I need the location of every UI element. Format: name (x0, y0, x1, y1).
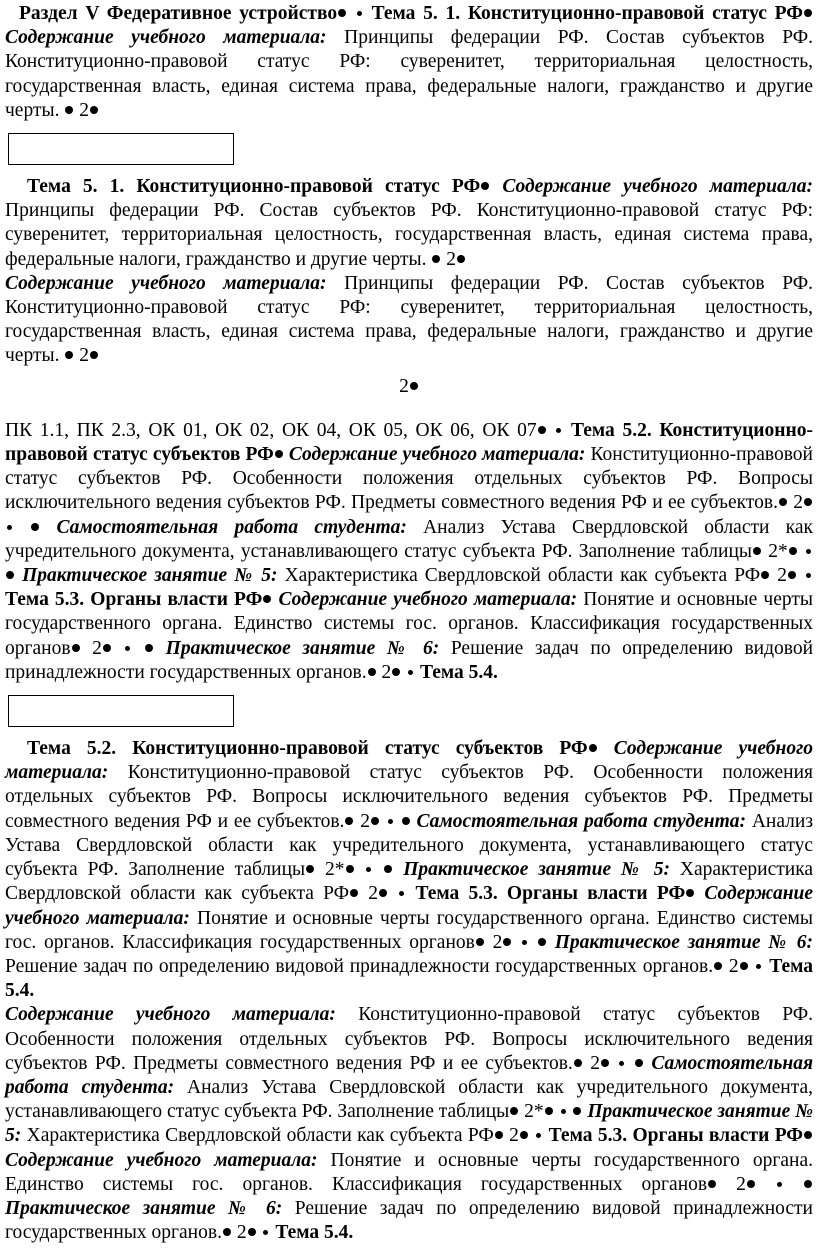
topic-heading: Тема 5. 1. Конституционно-правовой статус РФ (27, 176, 481, 198)
self-study-label: Самостоятельная работа студента: (416, 810, 747, 832)
bullet-dot (275, 450, 283, 458)
bullet-dot (72, 644, 80, 652)
content-text: Понятие и основные черты государственного органа. Единство системы гос. органов. Классификация государственных органов (5, 907, 813, 953)
bullet-dot (476, 938, 484, 946)
practice-label: Практическое занятие № 5: (22, 565, 278, 587)
bullet-dot (7, 525, 12, 530)
competency-codes: ПК 1.1, ПК 2.3, ОК 01, ОК 02, ОК 04, ОК 05, ОК 06, ОК 07 (5, 419, 537, 441)
bullet-dot (402, 817, 410, 825)
section-paragraph-1 (5, 2, 813, 123)
bullet-dot (90, 351, 98, 359)
hours-value: 2 (582, 1052, 600, 1074)
topic-heading: Тема 5.4. (419, 661, 498, 683)
bullet-dot (388, 819, 393, 824)
bullet-dot (756, 964, 761, 969)
bullet-dot (90, 106, 98, 114)
hours-value: 2 (74, 99, 89, 121)
content-text: Конституционно-правовой статус субъектов РФ. Особенности положения отдельных субъектов РФ. Вопросы исключительного ведения субъектов РФ. Предметы совместного ведения РФ и ее субъектов. (5, 762, 813, 832)
bullet-dot (6, 571, 14, 579)
bullet-dot (346, 865, 354, 873)
bullet-dot (573, 1107, 581, 1115)
hours-value: 2 (231, 1222, 247, 1244)
hours-value: 2 (503, 1125, 519, 1147)
bullet-dot (740, 962, 748, 970)
topic-heading: Тема 5.2. Конституционно-правовой статус субъектов РФ (27, 738, 588, 760)
content-text: Конституционно-правовой статус субъектов РФ. Особенности положения отдельных субъектов РФ. Вопросы исключительного ведения субъектов РФ. Предметы совместного ведения РФ и ее субъектов. (5, 444, 813, 514)
bullet-dot (545, 1107, 553, 1115)
bullet-dot (522, 940, 527, 945)
bullet-dot (248, 1228, 256, 1236)
bullet-dot (806, 573, 811, 578)
self-study-label: Самостоятельная работа студента: (56, 516, 407, 538)
bullet-dot (503, 938, 511, 946)
hours-value: 2 (359, 883, 378, 905)
content-label: Содержание учебного материала: (5, 1004, 336, 1026)
bullet-dot (635, 1059, 643, 1067)
empty-box (8, 133, 234, 165)
hours-value: 2 (74, 345, 89, 367)
bullet-dot (65, 351, 73, 359)
bullet-dot (747, 1180, 755, 1188)
practice-text: Характеристика Свердловской области как субъекта РФ (21, 1125, 494, 1147)
bullet-dot (306, 865, 314, 873)
hours-value: 2 (80, 637, 102, 659)
bullet-dot (777, 1182, 782, 1187)
topic-heading: Тема 5.4. (275, 1222, 354, 1244)
practice-text: Решение задач по определению видовой принадлежности государственных органов. (5, 1197, 813, 1244)
bullet-dot (125, 646, 130, 651)
bullet-dot (510, 1107, 518, 1115)
bullet-dot (481, 182, 489, 190)
content-text: Понятие и основные черты государственного органа. Единство системы гос. органов. Классификация государственных органов (5, 1149, 813, 1195)
topic-paragraph-2 (5, 737, 813, 1003)
bullet-dot (366, 867, 371, 872)
bullet-dot (432, 255, 440, 263)
content-text: Понятие и основные черты государственного органа. Единство системы гос. органов. Классификация государственных органов (5, 589, 814, 659)
content-label: Содержание учебного материала: (5, 1149, 318, 1171)
bullet-dot (384, 865, 392, 873)
topic-heading: Тема 5.3. Органы власти РФ (5, 589, 263, 611)
content-label: Содержание учебного материала: (5, 272, 327, 294)
hours-value: 2 (354, 810, 371, 832)
content-label: Содержание учебного материала: (5, 27, 327, 49)
bullet-dot (804, 9, 812, 17)
hours-value: 2 (399, 375, 409, 397)
bullet-dot (589, 744, 597, 752)
practice-text: Характеристика Свердловской области как субъекта РФ (5, 859, 814, 905)
content-text: Принципы федерации РФ. Состав субъектов РФ. Конституционно-правовой статус РФ: суверенитет, территориальная целостность, государственная власть, единая система права, федеральные налоги, гражданство и другие черты. (5, 200, 813, 270)
bullet-dot (345, 817, 353, 825)
topic-heading: Тема 5. 1. Конституционно-правовой статус РФ (371, 3, 803, 24)
bullet-dot (263, 1230, 268, 1235)
bullet-dot (223, 1228, 231, 1236)
hours-value: 2 (770, 565, 787, 587)
bullet-dot (574, 1059, 582, 1067)
document-page (5, 0, 813, 1245)
bullet-dot (804, 1131, 812, 1139)
self-study-label: Самостоятельная работа студента: (5, 1052, 814, 1098)
bullet-dot (408, 670, 413, 675)
content-text: Конституционно-правовой статус субъектов РФ. Особенности положения отдельных субъектов РФ. Вопросы исключительного ведения субъектов РФ. Предметы совместного ведения РФ и ее субъектов. (5, 1004, 813, 1074)
content-text: Принципы федерации РФ. Состав субъектов РФ. Конституционно-правовой статус РФ: суверенитет, территориальная целостность, государственная власть, единая система права, федеральные налоги, гражданство и другие черты. (5, 272, 813, 367)
practice-label: Практическое занятие № 6: (5, 1197, 283, 1219)
bullet-dot (538, 938, 546, 946)
bullet-dot (708, 1180, 716, 1188)
hours-value: 2* (519, 1101, 544, 1123)
practice-label: Практическое занятие № 6: (554, 931, 814, 953)
practice-text: Решение задач по определению видовой принадлежности государственных органов. (5, 637, 814, 683)
bullet-dot (338, 9, 346, 17)
bullet-dot (65, 106, 73, 114)
competencies-paragraph (5, 419, 813, 685)
self-study-text: Анализ Устава Свердловской области как учредительного документа, устанавливающего статус субъекта РФ. Заполнение таблицы (5, 516, 813, 562)
bullet-dot (357, 11, 362, 16)
hours-value: 2 (723, 955, 739, 977)
bullet-dot (520, 1131, 528, 1139)
section-heading: Раздел V Федеративное устройство (19, 3, 338, 24)
bullet-dot (779, 498, 787, 506)
standalone-hours (5, 375, 813, 399)
bullet-dot (103, 644, 111, 652)
bullet-dot (538, 426, 546, 434)
bullet-dot (686, 889, 694, 897)
bullet-dot (561, 1109, 566, 1114)
bullet-dot (714, 962, 722, 970)
bullet-dot (789, 547, 797, 555)
bullet-dot (601, 1059, 609, 1067)
hours-value: 2 (484, 931, 503, 953)
bullet-dot (31, 523, 39, 531)
bullet-dot (371, 817, 379, 825)
bullet-dot (619, 1061, 624, 1066)
topic-heading: Тема 5.3. Органы власти РФ (415, 883, 686, 905)
hours-value: 2 (717, 1173, 746, 1195)
bullet-dot (495, 1131, 503, 1139)
practice-text: Характеристика Свердловской области как субъекта РФ (277, 565, 761, 587)
bullet-dot (753, 547, 761, 555)
self-study-text: Анализ Устава Свердловской области как учредительного документа, устанавливающего статус субъекта РФ. Заполнение таблицы (5, 1076, 813, 1123)
content-label: Содержание учебного материала: (288, 444, 586, 466)
practice-label: Практическое занятие № 5: (5, 1101, 814, 1147)
bullet-dot (556, 428, 561, 433)
content-label: Содержание учебного материала: (5, 883, 814, 929)
self-study-text: Анализ Устава Свердловской области как учредительного документа, устанавливающего статус субъекта РФ. Заполнение таблицы (5, 810, 814, 881)
bullet-dot (804, 1180, 812, 1188)
hours-value: 2 (787, 492, 804, 514)
bullet-dot (457, 255, 465, 263)
practice-text: Решение задач по определению видовой принадлежности государственных органов. (5, 955, 714, 977)
bullet-dot (804, 498, 812, 506)
hours-value: 2 (376, 661, 392, 683)
bullet-dot (536, 1133, 541, 1138)
bullet-dot (761, 571, 769, 579)
topic-paragraph-1 (5, 175, 813, 272)
content-label: Содержание учебного материала: (502, 176, 813, 198)
empty-box (8, 695, 234, 727)
topic-heading: Тема 5.4. (5, 955, 814, 1002)
hours-value: 2* (315, 859, 345, 881)
hours-value: 2* (762, 540, 788, 562)
bullet-dot (806, 549, 811, 554)
content-label: Содержание учебного материала: (278, 589, 578, 611)
practice-label: Практическое занятие № 6: (165, 637, 440, 659)
bullet-dot (379, 889, 387, 897)
bullet-dot (368, 668, 376, 676)
content-text: Принципы федерации РФ. Состав субъектов РФ. Конституционно-правовой статус РФ: суверенитет, территориальная целостность, государственная власть, единая система права, федеральные налоги, гражданство и другие черты. (5, 27, 813, 121)
content-paragraph-2 (5, 1003, 813, 1245)
bullet-dot (399, 891, 404, 896)
topic-heading: Тема 5.3. Органы власти РФ (548, 1125, 804, 1147)
bullet-dot (263, 595, 271, 603)
practice-label: Практическое занятие № 5: (403, 859, 670, 881)
content-label: Содержание учебного материала: (5, 738, 814, 784)
bullet-dot (350, 889, 358, 897)
bullet-dot (788, 571, 796, 579)
content-paragraph-1 (5, 272, 813, 369)
bullet-dot (392, 668, 400, 676)
bullet-dot (410, 382, 418, 390)
hours-value: 2 (441, 248, 456, 270)
bullet-dot (145, 644, 153, 652)
topic-heading: Тема 5.2. Конституционно-правовой статус субъектов РФ (5, 419, 814, 466)
